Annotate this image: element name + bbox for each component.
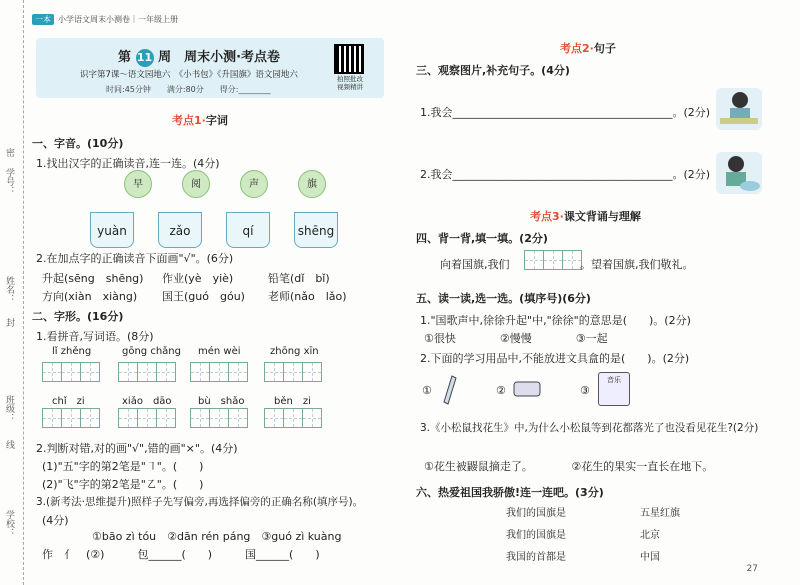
writing-grid[interactable] (118, 362, 175, 382)
student-number-label: 学号： (4, 168, 14, 195)
sharpener-icon[interactable] (512, 378, 542, 398)
flower-char: 早 (124, 170, 152, 198)
q2-3: 3.(新考法·思维提升)照样子先写偏旁,再选择偏旁的正确名称(填序号)。 (36, 496, 364, 508)
option-label: ③ (580, 384, 590, 397)
name-label: 姓名： (4, 276, 14, 303)
qr-code[interactable] (334, 44, 364, 74)
top-bar (32, 14, 178, 25)
q5-1: 1."国歌声中,徐徐升起"中,"徐徐"的意思是( )。(2分) (420, 314, 691, 327)
writing-grid[interactable] (118, 408, 175, 428)
q3-title: 三、观察图片,补充句子。(4分) (416, 64, 570, 77)
q4-title: 四、背一背,填一填。(2分) (416, 232, 548, 245)
match-right[interactable]: 北京 (640, 530, 660, 541)
recite-grid[interactable] (524, 250, 581, 270)
pron-item[interactable]: 老师(nǎo lǎo) (268, 290, 347, 303)
writing-grid[interactable] (42, 408, 99, 428)
q2-1: 1.看拼音,写词语。(8分) (36, 330, 154, 343)
writing-grid[interactable] (190, 408, 247, 428)
pinyin-label: bù shǎo (198, 396, 245, 407)
kp1-heading: 考点1·字词 (172, 114, 228, 127)
music-label: 音乐 (607, 376, 621, 384)
binding-spine (0, 0, 24, 585)
pinyin-label: lǐ zhěng (52, 346, 92, 357)
child-washing-icon (716, 152, 762, 194)
q1-title: 一、字音。(10分) (32, 137, 124, 150)
qr-note: 拍照批改 视频精讲 (337, 75, 363, 91)
pinyin-label: gōng chǎng (122, 346, 181, 357)
school-label: 学校： (4, 510, 14, 537)
match-left[interactable]: 我们的国旗是 (506, 508, 566, 519)
flower-char: 阅 (182, 170, 210, 198)
sentence-1[interactable]: 1.我会________________________________________。(2分) (420, 106, 711, 119)
child-studying-picture (716, 88, 762, 130)
q5-3: 3.《小松鼠找花生》中,为什么小松鼠等到花都落光了也没看见花生?(2分) (420, 422, 759, 434)
pinyin-cup[interactable]: yuàn (90, 212, 134, 248)
mark-feng: 封 (4, 318, 14, 327)
title-pre: 第 (118, 50, 132, 65)
option-label: ② (496, 384, 506, 397)
q5-3-options[interactable]: ①花生被鼹鼠摘走了。 ②花生的果实一直长在地下。 (424, 460, 714, 473)
kp2-heading: 考点2·句子 (560, 42, 616, 55)
writing-grid[interactable] (190, 362, 247, 382)
match-right[interactable]: 五星红旗 (640, 508, 680, 519)
pron-item[interactable]: 方向(xiàn xiàng) (42, 290, 138, 303)
exam-meta: 时间:45分钟 满分:80分 得分:________ (106, 85, 271, 94)
q2-3-score: (4分) (42, 514, 69, 527)
flower-char: 旗 (298, 170, 326, 198)
music-book-icon[interactable] (598, 372, 630, 406)
q2-2: 2.判断对错,对的画"√",错的画"×"。(4分) (36, 442, 238, 455)
pinyin-label: xiǎo dāo (122, 396, 172, 407)
week-badge: 11 (136, 49, 154, 67)
writing-grid[interactable] (42, 362, 99, 382)
pron-item[interactable]: 铅笔(dǐ bǐ) (268, 272, 330, 285)
exam-title (118, 46, 280, 67)
book-title: 小学语文周末小测卷｜一年级上册 (58, 15, 178, 24)
child-washing-picture (716, 152, 762, 194)
writing-grid[interactable] (264, 362, 321, 382)
pron-item[interactable]: 升起(sēng shēng) (42, 272, 144, 285)
page-number: 27 (746, 564, 758, 574)
exam-header (36, 38, 384, 98)
pinyin-cup[interactable]: shēng (294, 212, 338, 248)
child-studying-icon (716, 88, 762, 130)
q2-title: 二、字形。(16分) (32, 310, 124, 323)
radical-fill[interactable]: 作 亻 (②) 包______( ) 国______( ) (42, 548, 320, 561)
match-right[interactable]: 中国 (640, 552, 660, 563)
pron-item[interactable]: 国王(guó góu) (162, 290, 245, 303)
writing-grid[interactable] (264, 408, 321, 428)
recite-post: 。望着国旗,我们敬礼。 (580, 258, 694, 271)
option-label: ① (422, 384, 432, 397)
q6-title: 六、热爱祖国我骄傲!连一连吧。(3分) (416, 486, 604, 499)
match-left[interactable]: 我国的首都是 (506, 552, 566, 563)
pinyin-label: chǐ zi (52, 396, 85, 407)
q5-1-options[interactable]: ①很快 ②慢慢 ③一起 (424, 332, 608, 345)
pencil-icon[interactable] (438, 372, 458, 406)
recite-pre: 向着国旗,我们 (440, 258, 510, 271)
pinyin-label: zhōng xīn (270, 346, 319, 357)
q1-1: 1.找出汉字的正确读音,连一连。(4分) (36, 157, 220, 170)
radical-options: ①bāo zì tóu ②dān rén páng ③guó zì kuàng (92, 530, 342, 543)
exam-subtitle: 识字第7课～语文园地六 《小书包》《升国旗》语文园地六 (80, 70, 298, 80)
match-left[interactable]: 我们的国旗是 (506, 530, 566, 541)
q1-2: 2.在加点字的正确读音下面画"√"。(6分) (36, 252, 234, 265)
judge-item[interactable]: (2)"飞"字的第2笔是"㇠"。( ) (42, 478, 204, 491)
class-label: 班级： (4, 395, 14, 422)
pron-item[interactable]: 作业(yè yiè) (162, 272, 234, 285)
pinyin-cup[interactable]: zǎo (158, 212, 202, 248)
pinyin-label: mén wèi (198, 346, 241, 357)
mark-xian: 线 (4, 440, 14, 449)
q5-title: 五、读一读,选一选。(填序号)(6分) (416, 292, 591, 305)
title-post: 周 周末小测·考点卷 (158, 50, 281, 65)
kp3-heading: 考点3·课文背诵与理解 (530, 210, 641, 223)
brand-tag: 一本 (32, 14, 54, 25)
sentence-2[interactable]: 2.我会________________________________________。(2分) (420, 168, 711, 181)
pinyin-cup[interactable]: qí (226, 212, 270, 248)
flower-char: 声 (240, 170, 268, 198)
q5-2: 2.下面的学习用品中,不能放进文具盒的是( )。(2分) (420, 352, 690, 365)
judge-item[interactable]: (1)"五"字的第2笔是"㇕"。( ) (42, 460, 204, 473)
mark-mi: 密 (4, 148, 14, 157)
pinyin-label: běn zi (274, 396, 311, 407)
